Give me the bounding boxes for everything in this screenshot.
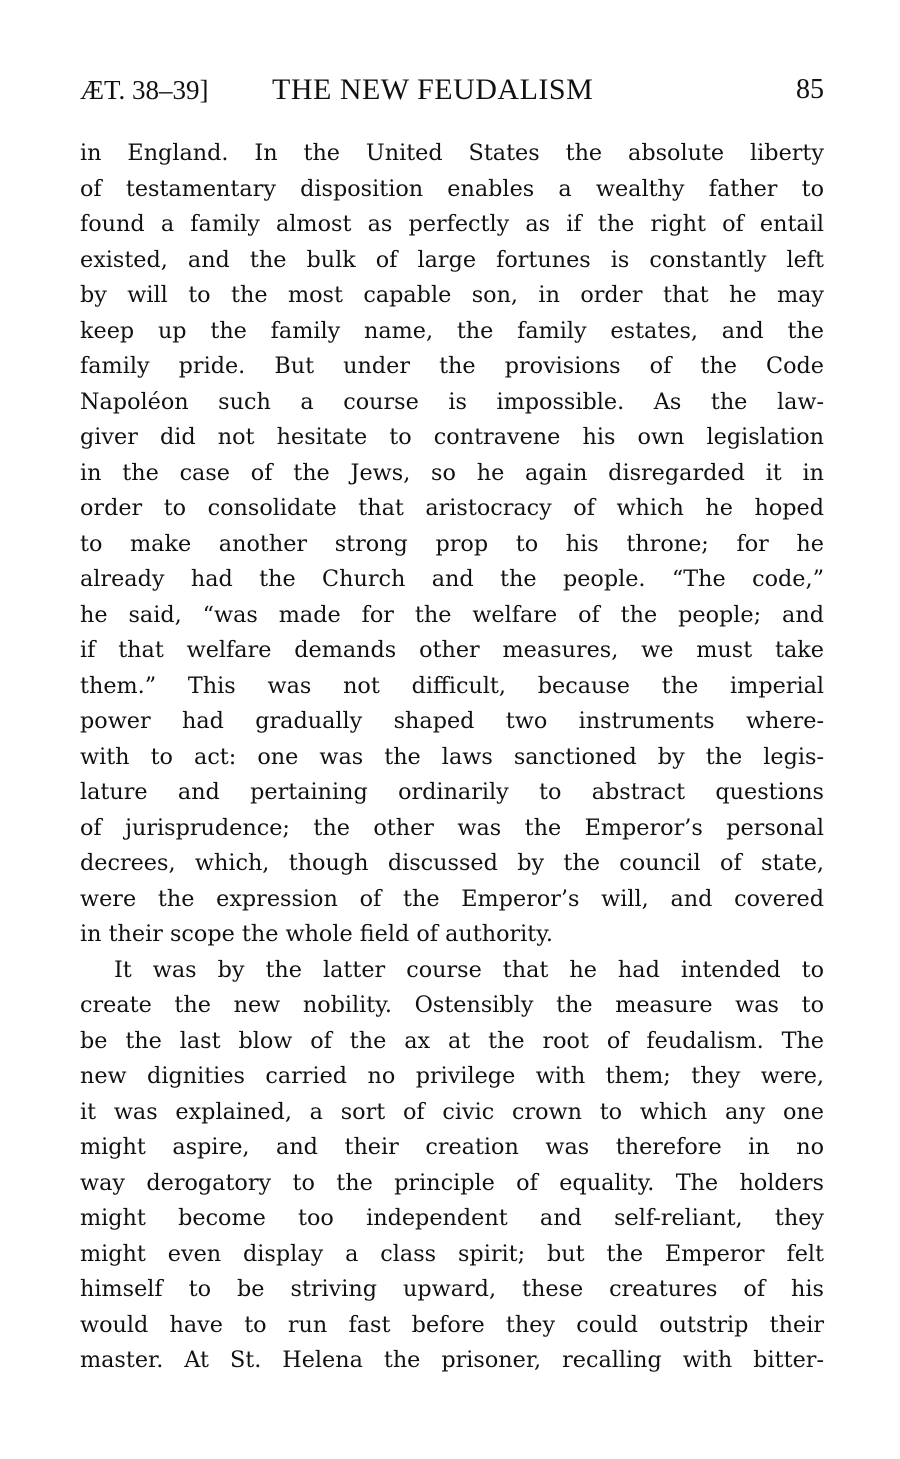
text-line: decrees, which, though discussed by the council of state,	[80, 850, 824, 876]
text-line: lature and pertaining ordinarily to abstract questions	[80, 779, 824, 805]
page-number: 85	[796, 74, 824, 105]
text-line: of jurisprudence; the other was the Emperor’s personal	[80, 814, 824, 841]
text-line: with to act: one was the laws sanctioned by the legis-	[80, 743, 824, 770]
book-page	[80, 68, 824, 1379]
text-line: it was explained, a sort of civic crown to which any one	[80, 1098, 824, 1125]
text-line: create the new nobility. Ostensibly the measure was to	[80, 992, 824, 1018]
text-line: would have to run fast before they could outstrip their	[80, 1311, 824, 1338]
text-line: Napoléon such a course is impossible. As the law-	[80, 388, 824, 415]
text-line: might become too independent and self-reliant, they	[80, 1205, 824, 1231]
running-head-age-range: ÆT. 38–39]	[80, 75, 209, 105]
text-line: in the case of the Jews, so he again disregarded it in	[80, 459, 824, 486]
text-line: keep up the family name, the family estates, and the	[80, 317, 824, 344]
text-line: in England. In the United States the absolute liberty	[80, 140, 824, 166]
text-line: in their scope the whole field of authority.	[80, 921, 553, 947]
text-line: he said, “was made for the welfare of the people; and	[80, 601, 824, 628]
text-line: if that welfare demands other measures, we must take	[80, 637, 824, 663]
text-line: might aspire, and their creation was therefore in no	[80, 1134, 824, 1160]
text-line: existed, and the bulk of large fortunes is constantly left	[80, 246, 824, 273]
text-line: power had gradually shaped two instruments where-	[80, 708, 824, 734]
paragraph-1	[80, 136, 824, 953]
text-line: himself to be striving upward, these creatures of his	[80, 1276, 824, 1302]
text-line: be the last blow of the ax at the root of feudalism. The	[80, 1027, 824, 1054]
running-head	[80, 68, 824, 112]
text-line: order to consolidate that aristocracy of which he hoped	[80, 495, 824, 521]
text-line: master. At St. Helena the prisoner, recalling with bitter-	[80, 1347, 824, 1373]
text-line: already had the Church and the people. “The code,”	[80, 566, 824, 592]
text-line: new dignities carried no privilege with them; they were,	[80, 1063, 824, 1089]
running-head-chapter-title: THE NEW FEUDALISM	[272, 73, 594, 106]
text-line: might even display a class spirit; but the Emperor felt	[80, 1240, 824, 1267]
text-line: family pride. But under the provisions of the Code	[80, 353, 824, 379]
paragraph-2	[80, 953, 824, 1379]
text-line: them.” This was not difficult, because the imperial	[80, 672, 824, 699]
text-line: giver did not hesitate to contravene his own legislation	[80, 424, 824, 450]
text-line: were the expression of the Emperor’s will, and covered	[80, 885, 824, 912]
text-line: found a family almost as perfectly as if the right of entail	[80, 211, 824, 237]
text-line: way derogatory to the principle of equality. The holders	[80, 1169, 824, 1196]
text-line: It was by the latter course that he had intended to	[114, 956, 824, 983]
body-text	[80, 136, 824, 1379]
text-line: of testamentary disposition enables a wealthy father to	[80, 175, 824, 202]
text-line: by will to the most capable son, in order that he may	[80, 282, 824, 308]
text-line: to make another strong prop to his throne; for he	[80, 530, 824, 557]
